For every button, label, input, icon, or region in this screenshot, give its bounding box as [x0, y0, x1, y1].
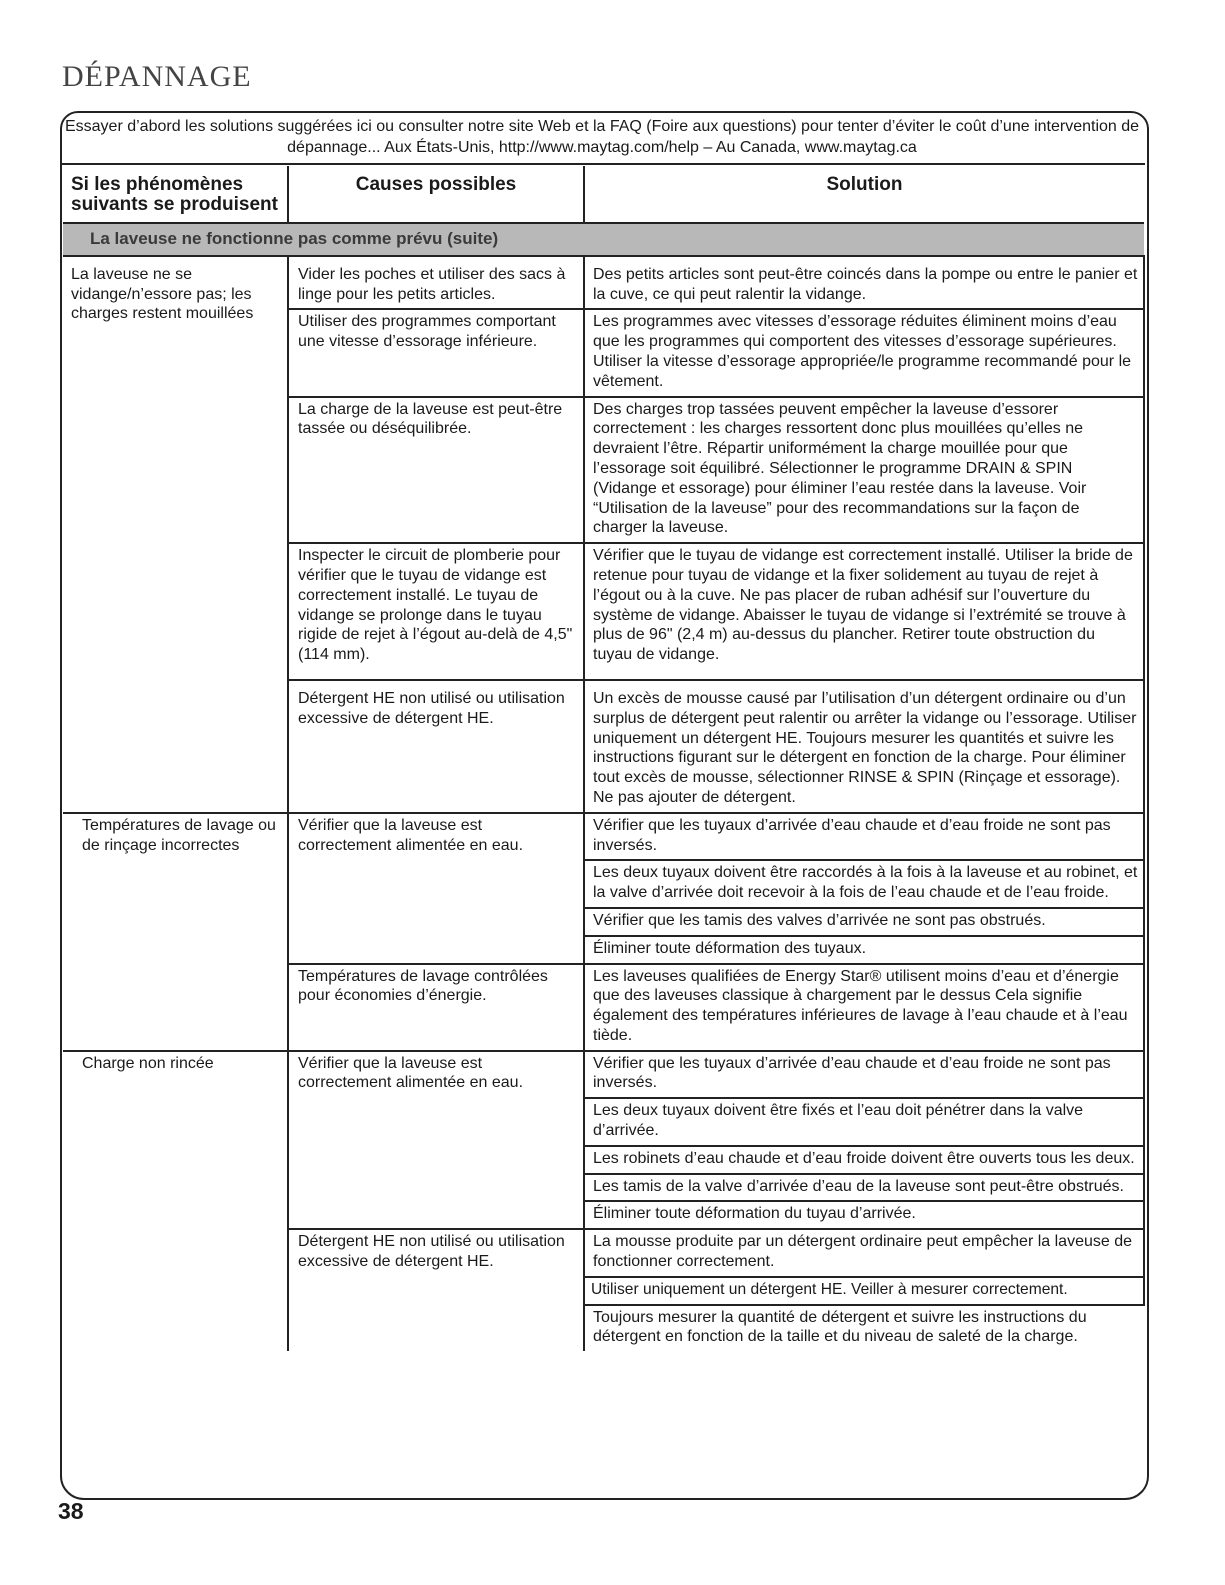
header-solution: Solution	[584, 166, 1144, 223]
troubleshooting-table	[63, 166, 1145, 1351]
cause-cell: Vérifier que la laveuse est correctement alimentée en eau.	[288, 1051, 584, 1230]
cause-cell: Températures de lavage contrôlées pour économies d’énergie.	[288, 964, 584, 1051]
table-row	[63, 813, 1144, 861]
solution-cell: Des charges trop tassées peuvent empêcher la laveuse d’essorer correctement : les charges ressortent donc plus mouillées qu’elles ne devraient l’être. Répartir uniformément la charge mouillée pour que l’essorage soit équilibré. Sélectionner le programme DRAIN & SPIN (Vidange et essorage) pour éliminer l’eau restée dans la laveuse. Voir “Utilisation de la laveuse” pour des recommandations sur la façon de charger la laveuse.	[584, 397, 1144, 544]
solution-cell: Vérifier que les tuyaux d’arrivée d’eau chaude et d’eau froide ne sont pas inversés.	[584, 1051, 1144, 1099]
solution-cell: Des petits articles sont peut-être coincés dans la pompe ou entre le panier et la cuve, ce qui peut ralentir la vidange.	[584, 256, 1144, 310]
solution-cell: Les robinets d’eau chaude et d’eau froide doivent être ouverts tous les deux.	[584, 1146, 1144, 1174]
cause-cell: Vider les poches et utiliser des sacs à linge pour les petits articles.	[288, 256, 584, 310]
cause-cell: Détergent HE non utilisé ou utilisation excessive de détergent HE.	[288, 1229, 584, 1351]
header-cause: Causes possibles	[288, 166, 584, 223]
page-title: DÉPANNAGE	[62, 60, 252, 93]
solution-cell: Un excès de mousse causé par l’utilisation d’un détergent ordinaire ou d’un surplus de détergent peut ralentir ou arrêter la vidange ou l’essorage. Utiliser uniquement un détergent HE. Toujours mesurer les quantités et suivre les instructions figurant sur le détergent en fonction de la charge. Pour éliminer tout excès de mousse, sélectionner RINSE & SPIN (Rinçage et essorage). Ne pas ajouter de détergent.	[584, 680, 1144, 813]
section-band	[63, 223, 1144, 256]
solution-cell: Les laveuses qualifiées de Energy Star® utilisent moins d’eau et d’énergie que des laveuses classique à chargement par le dessus Cela signifie également des températures inférieures de lavage à l’eau chaude et à l’eau tiède.	[584, 964, 1144, 1051]
solution-cell: Vérifier que le tuyau de vidange est correctement installé. Utiliser la bride de retenue pour tuyau de vidange et la fixer solidement au tuyau de rejet à l’égout ou à la cuve. Ne pas placer de ruban adhésif sur l’ouverture du système de vidange. Abaisser le tuyau de vidange si l’extrémité se trouve à plus de 96" (2,4 m) au-dessus du plancher. Retirer toute obstruction du tuyau de vidange.	[584, 543, 1144, 680]
cause-cell: Inspecter le circuit de plomberie pour vérifier que le tuyau de vidange est correctement installé. Le tuyau de vidange se prolonge dans le tuyau rigide de rejet à l’égout au-delà de 4,5" (114 mm).	[288, 543, 584, 680]
solution-cell: Les programmes avec vitesses d’essorage réduites éliminent moins d’eau que les programmes qui comportent des vitesses d’essorage supérieures. Utiliser la vitesse d’essorage appropriée/le programme recommandé pour le vêtement.	[584, 309, 1144, 396]
solution-cell: Toujours mesurer la quantité de détergent et suivre les instructions du détergent en fonction de la taille et du niveau de saleté de la charge.	[584, 1305, 1144, 1352]
symptom-cell: Charge non rincée	[63, 1051, 288, 1352]
cause-cell: Vérifier que la laveuse est correctement alimentée en eau.	[288, 813, 584, 964]
cause-cell: Utiliser des programmes comportant une vitesse d’essorage inférieure.	[288, 309, 584, 396]
solution-cell: Vérifier que les tamis des valves d’arrivée ne sont pas obstrués.	[584, 908, 1144, 936]
solution-cell: La mousse produite par un détergent ordinaire peut empêcher la laveuse de fonctionner correctement.	[584, 1229, 1144, 1277]
solution-cell: Vérifier que les tuyaux d’arrivée d’eau chaude et d’eau froide ne sont pas inversés.	[584, 813, 1144, 861]
solution-cell: Les tamis de la valve d’arrivée d’eau de la laveuse sont peut-être obstrués.	[584, 1174, 1144, 1202]
cause-cell: Détergent HE non utilisé ou utilisation excessive de détergent HE.	[288, 680, 584, 813]
intro-divider	[62, 163, 1145, 165]
solution-cell: Éliminer toute déformation du tuyau d’arrivée.	[584, 1201, 1144, 1229]
symptom-cell: Températures de lavage ou de rinçage incorrectes	[63, 813, 288, 1051]
solution-cell: Utiliser uniquement un détergent HE. Veiller à mesurer correctement.	[584, 1277, 1144, 1305]
solution-cell: Éliminer toute déformation des tuyaux.	[584, 936, 1144, 964]
solution-cell: Les deux tuyaux doivent être fixés et l’eau doit pénétrer dans la valve d’arrivée.	[584, 1098, 1144, 1146]
table-header-row	[63, 166, 1144, 223]
cause-cell: La charge de la laveuse est peut-être tassée ou déséquilibrée.	[288, 397, 584, 544]
table-row	[63, 256, 1144, 310]
header-symptom: Si les phénomènes suivants se produisent	[71, 174, 278, 215]
intro-text: Essayer d’abord les solutions suggérées ici ou consulter notre site Web et la FAQ (Foire aux questions) pour tenter d’éviter le coût d’une intervention de dépannage... Aux États-Unis, http://www.maytag.com/help – Au Canada, www.maytag.ca	[64, 118, 1140, 156]
page-number: 38	[58, 1498, 84, 1524]
solution-cell: Les deux tuyaux doivent être raccordés à la fois à la laveuse et au robinet, et la valve d’arrivée doit recevoir à la fois de l’eau chaude et de l’eau froide.	[584, 860, 1144, 908]
symptom-cell: La laveuse ne se vidange/n’essore pas; les charges restent mouillées	[71, 265, 254, 323]
section-title: La laveuse ne fonctionne pas comme prévu (suite)	[63, 223, 1144, 256]
table-row	[63, 1051, 1144, 1099]
